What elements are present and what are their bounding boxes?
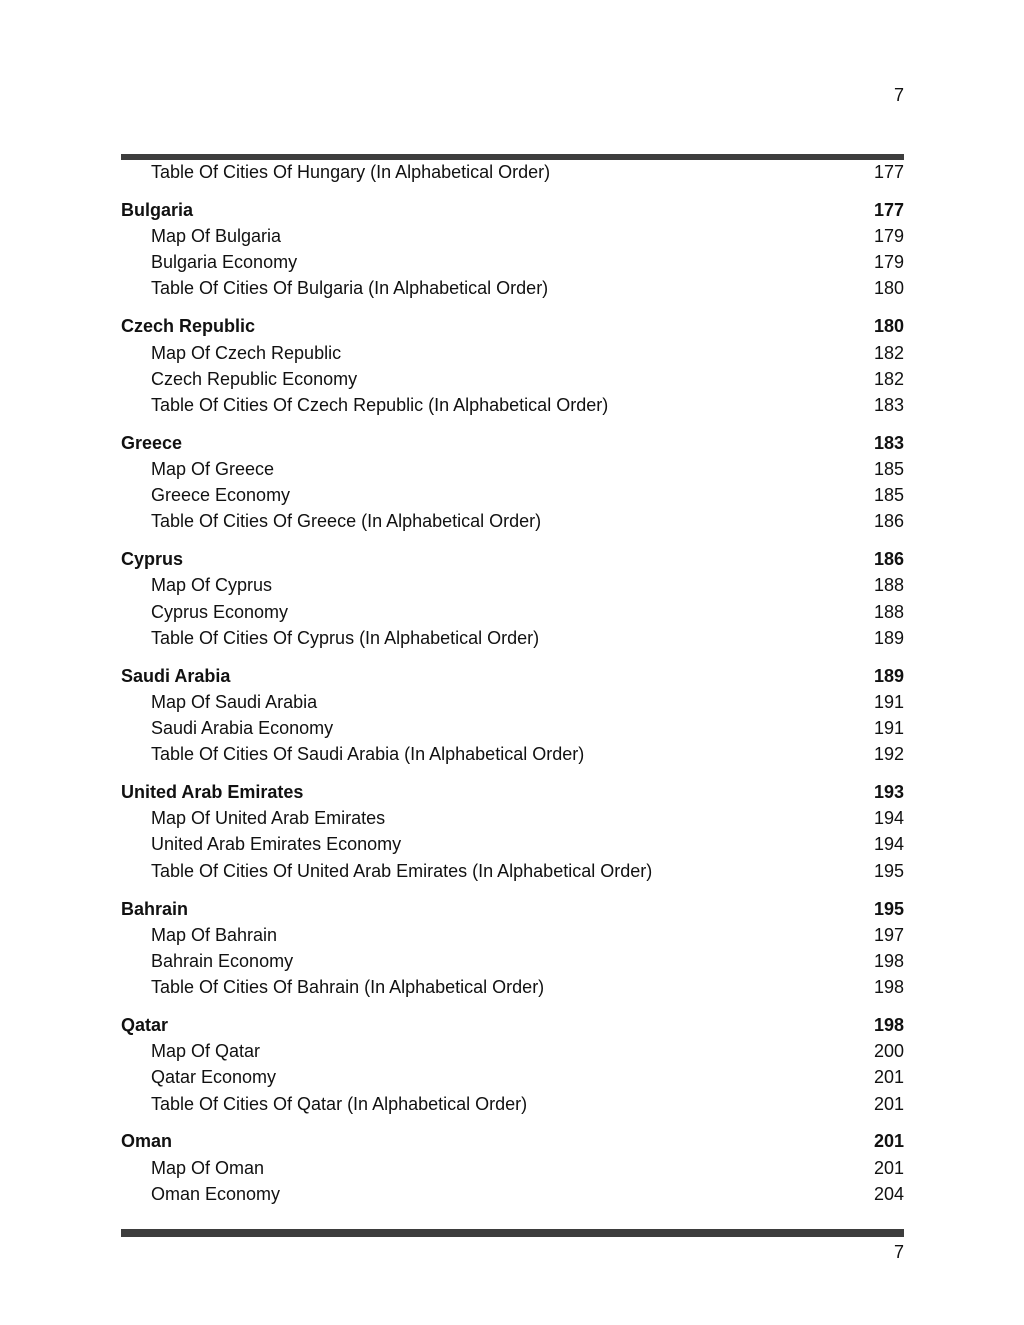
toc-subentry[interactable] bbox=[121, 974, 904, 1000]
toc-section-entry[interactable] bbox=[121, 663, 904, 689]
toc-subentry[interactable] bbox=[121, 366, 904, 392]
toc-entry-page-number: 177 bbox=[873, 199, 904, 220]
toc-entry-page-number: 177 bbox=[873, 162, 904, 182]
toc-subentry[interactable] bbox=[121, 456, 904, 482]
toc-subentry[interactable] bbox=[121, 508, 904, 534]
toc-subentry[interactable] bbox=[121, 223, 904, 249]
toc-subentry[interactable] bbox=[121, 1181, 904, 1207]
toc-entry-title: Greece Economy bbox=[151, 485, 291, 506]
toc-subentry[interactable] bbox=[121, 599, 904, 625]
toc-entry-title: Table Of Cities Of Qatar (In Alphabetical Order) bbox=[151, 1093, 528, 1114]
toc-entry-title: Table Of Cities Of Cyprus (In Alphabetical Order) bbox=[151, 627, 540, 648]
toc-subentry[interactable] bbox=[121, 482, 904, 508]
toc-entry-title: Map Of United Arab Emirates bbox=[151, 808, 386, 829]
toc-entry-page-number: 183 bbox=[873, 432, 904, 453]
toc-entry-title: Oman bbox=[121, 1131, 173, 1152]
toc-entry-page-number: 183 bbox=[873, 394, 904, 415]
table-of-contents bbox=[121, 159, 904, 1207]
toc-subentry[interactable] bbox=[121, 922, 904, 948]
toc-entry-title: Bulgaria bbox=[121, 199, 194, 220]
toc-subentry[interactable] bbox=[121, 689, 904, 715]
toc-entry-page-number: 185 bbox=[873, 485, 904, 506]
toc-entry-page-number: 195 bbox=[873, 898, 904, 919]
toc-entry-title: Saudi Arabia Economy bbox=[151, 718, 334, 738]
toc-entry-page-number: 201 bbox=[873, 1157, 904, 1178]
toc-section-entry[interactable] bbox=[121, 779, 904, 805]
toc-entry-page-number: 194 bbox=[873, 808, 904, 829]
toc-entry-page-number: 197 bbox=[873, 924, 904, 945]
toc-subentry[interactable] bbox=[121, 948, 904, 974]
toc-subentry[interactable] bbox=[121, 249, 904, 275]
toc-subentry[interactable] bbox=[121, 858, 904, 884]
toc-entry-title: Map Of Bulgaria bbox=[151, 226, 282, 247]
toc-entry-page-number: 179 bbox=[873, 226, 904, 247]
toc-entry-page-number: 186 bbox=[873, 549, 904, 570]
toc-subentry[interactable] bbox=[121, 625, 904, 651]
toc-entry-page-number: 198 bbox=[873, 977, 904, 998]
toc-entry-title: Map Of Saudi Arabia bbox=[151, 691, 318, 712]
toc-entry-title: Map Of Qatar bbox=[151, 1041, 261, 1062]
toc-subentry[interactable] bbox=[121, 1091, 904, 1117]
toc-entry-page-number: 198 bbox=[873, 950, 904, 971]
toc-entry-title: Table Of Cities Of Greece (In Alphabetical Order) bbox=[151, 511, 542, 532]
toc-entry-page-number: 188 bbox=[873, 575, 904, 596]
toc-entry-page-number: 194 bbox=[873, 834, 904, 855]
toc-entry-title: Qatar bbox=[121, 1014, 169, 1035]
toc-entry-page-number: 198 bbox=[873, 1014, 904, 1035]
toc-subentry[interactable] bbox=[121, 715, 904, 741]
toc-section-entry[interactable] bbox=[121, 313, 904, 339]
toc-entry-page-number: 189 bbox=[873, 665, 904, 686]
toc-entry-page-number: 185 bbox=[873, 458, 904, 479]
header-page-number: 7 bbox=[893, 85, 904, 105]
toc-entry-title: Cyprus Economy bbox=[151, 601, 289, 622]
toc-entry-title: Table Of Cities Of United Arab Emirates (In Alphabetical Order) bbox=[151, 860, 653, 881]
toc-entry-title: Table Of Cities Of Bahrain (In Alphabetical Order) bbox=[151, 977, 545, 998]
toc-entry-page-number: 186 bbox=[873, 511, 904, 532]
toc-entry-title: Czech Republic Economy bbox=[151, 368, 358, 389]
toc-entry-title: Bulgaria Economy bbox=[151, 252, 298, 273]
toc-entry-title: Map Of Bahrain bbox=[151, 924, 278, 945]
toc-entry-title: Map Of Oman bbox=[151, 1157, 265, 1178]
toc-entry-title: Table Of Cities Of Hungary (In Alphabetical Order) bbox=[151, 162, 551, 182]
toc-entry-page-number: 201 bbox=[873, 1093, 904, 1114]
toc-entry-title: Cyprus bbox=[121, 549, 184, 570]
toc-subentry[interactable] bbox=[121, 275, 904, 301]
toc-subentry[interactable] bbox=[121, 1155, 904, 1181]
toc-subentry[interactable] bbox=[121, 741, 904, 767]
toc-entry-page-number: 180 bbox=[873, 278, 904, 299]
toc-entry-page-number: 188 bbox=[873, 601, 904, 622]
toc-entry-page-number: 182 bbox=[873, 342, 904, 363]
toc-section-entry[interactable] bbox=[121, 546, 904, 572]
toc-section-entry[interactable] bbox=[121, 1012, 904, 1038]
toc-entry-page-number: 195 bbox=[873, 860, 904, 881]
toc-subentry[interactable] bbox=[121, 805, 904, 831]
toc-entry-page-number: 189 bbox=[873, 627, 904, 648]
toc-subentry[interactable] bbox=[121, 392, 904, 418]
toc-entry-title: United Arab Emirates bbox=[121, 782, 304, 803]
toc-entry-title: Czech Republic bbox=[121, 316, 256, 337]
toc-section-entry[interactable] bbox=[121, 197, 904, 223]
toc-section-entry[interactable] bbox=[121, 896, 904, 922]
toc-entry-page-number: 180 bbox=[873, 316, 904, 337]
toc-entry-title: Bahrain bbox=[121, 898, 189, 919]
toc-entry-page-number: 201 bbox=[873, 1131, 904, 1152]
toc-entry-title: Saudi Arabia bbox=[121, 665, 231, 686]
toc-subentry[interactable] bbox=[121, 1064, 904, 1090]
toc-entry-page-number: 179 bbox=[873, 252, 904, 273]
toc-section-entry[interactable] bbox=[121, 1128, 904, 1154]
toc-entry-title: Table Of Cities Of Czech Republic (In Alphabetical Order) bbox=[151, 394, 609, 415]
toc-entry-page-number: 201 bbox=[873, 1067, 904, 1088]
toc-entry-title: Greece bbox=[121, 432, 183, 453]
toc-subentry[interactable] bbox=[121, 1038, 904, 1064]
toc-subentry[interactable] bbox=[121, 340, 904, 366]
toc-entry-page-number: 191 bbox=[873, 718, 904, 738]
toc-section-entry[interactable] bbox=[121, 430, 904, 456]
bottom-divider bbox=[121, 1229, 904, 1237]
toc-entry-page-number: 204 bbox=[873, 1183, 904, 1204]
toc-subentry[interactable] bbox=[121, 572, 904, 598]
toc-entry-title: Qatar Economy bbox=[151, 1067, 277, 1088]
toc-entry-title: Table Of Cities Of Bulgaria (In Alphabetical Order) bbox=[151, 278, 549, 299]
toc-entry-title: Map Of Czech Republic bbox=[151, 342, 342, 363]
toc-entry-page-number: 200 bbox=[873, 1041, 904, 1062]
toc-entry-page-number: 191 bbox=[873, 691, 904, 712]
toc-subentry[interactable] bbox=[121, 831, 904, 857]
toc-entry-page-number: 182 bbox=[873, 368, 904, 389]
toc-entry-title: United Arab Emirates Economy bbox=[151, 834, 402, 855]
toc-entry-title: Oman Economy bbox=[151, 1183, 281, 1204]
toc-entry-title: Table Of Cities Of Saudi Arabia (In Alphabetical Order) bbox=[151, 744, 585, 765]
toc-subentry[interactable] bbox=[121, 159, 904, 185]
toc-entry-page-number: 192 bbox=[873, 744, 904, 765]
toc-entry-title: Map Of Greece bbox=[151, 458, 275, 479]
toc-entry-title: Map Of Cyprus bbox=[151, 575, 273, 596]
toc-entry-page-number: 193 bbox=[873, 782, 904, 803]
toc-entry-title: Bahrain Economy bbox=[151, 950, 294, 971]
footer-page-number: 7 bbox=[893, 1242, 904, 1262]
